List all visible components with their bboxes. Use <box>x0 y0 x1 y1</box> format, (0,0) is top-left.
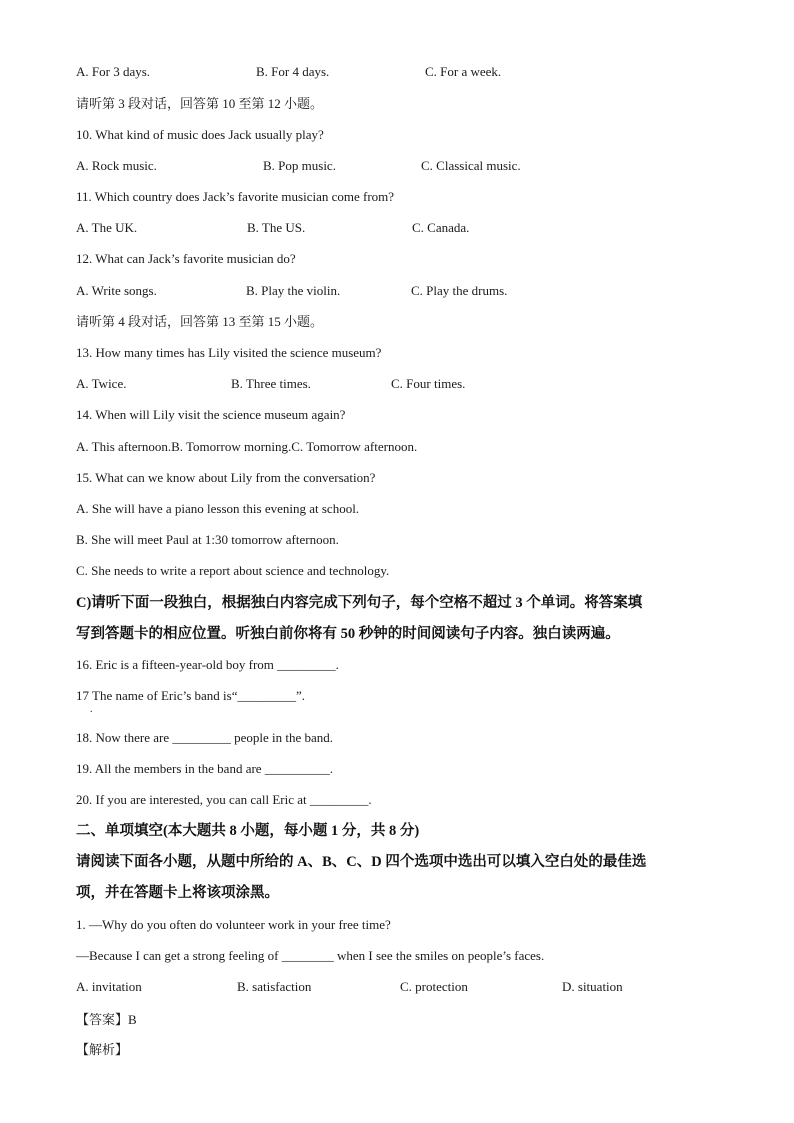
q9-option-b: B. For 4 days. <box>256 64 330 79</box>
q13-option-c: C. Four times. <box>391 376 466 391</box>
q14-text: 14. When will Lily visit the science museum again? <box>76 407 346 422</box>
q12-option-a: A. Write songs. <box>76 283 157 298</box>
q14-options: A. This afternoon.B. Tomorrow morning.C. Tomorrow afternoon. <box>76 439 418 454</box>
mc1-option-a: A. invitation <box>76 979 142 994</box>
part-c-instruction-line1: C)请听下面一段独白，根据独白内容完成下列句子，每个空格不超过 3 个单词。将答案填 <box>76 595 643 611</box>
q18-fill: 18. Now there are _________ people in the band. <box>76 730 334 745</box>
q9-option-a: A. For 3 days. <box>76 64 151 79</box>
q15-text: 15. What can we know about Lily from the conversation? <box>76 470 376 485</box>
q12-option-c: C. Play the drums. <box>411 283 508 298</box>
q12-option-b: B. Play the violin. <box>246 283 341 298</box>
q17-fill: 17 The name of Eric’s band is“_________”. <box>76 688 306 703</box>
q10-option-a: A. Rock music. <box>76 158 157 173</box>
q13-option-b: B. Three times. <box>231 376 311 391</box>
mc1-option-c: C. protection <box>400 979 468 994</box>
q13-option-a: A. Twice. <box>76 376 127 391</box>
q10-option-b: B. Pop music. <box>263 158 336 173</box>
q11-option-a: A. The UK. <box>76 220 138 235</box>
section4-intro: 请听第 4 段对话，回答第 13 至第 15 小题。 <box>76 314 324 329</box>
q10-text: 10. What kind of music does Jack usually play? <box>76 127 324 142</box>
section3-intro: 请听第 3 段对话，回答第 10 至第 12 小题。 <box>76 96 324 111</box>
q12-text: 12. What can Jack’s favorite musician do? <box>76 251 296 266</box>
part-c-instruction-line2: 写到答题卡的相应位置。听独白前你将有 50 秒钟的时间阅读句子内容。独白读两遍。 <box>76 626 620 642</box>
mc1-question: 1. —Why do you often do volunteer work in your free time? <box>76 917 391 932</box>
section2-instruction-line2: 项，并在答题卡上将该项涂黑。 <box>76 885 279 901</box>
q9-option-c: C. For a week. <box>425 64 502 79</box>
section2-instruction-line1: 请阅读下面各小题，从题中所给的 A、B、C、D 四个选项中选出可以填入空白处的最佳选 <box>76 854 647 870</box>
q13-text: 13. How many times has Lily visited the science museum? <box>76 345 382 360</box>
q10-option-c: C. Classical music. <box>421 158 521 173</box>
mc1-option-d: D. situation <box>562 979 623 994</box>
answer-label: 【答案】B <box>76 1012 137 1027</box>
q15-option-c: C. She needs to write a report about science and technology. <box>76 563 390 578</box>
section2-heading: 二、单项填空(本大题共 8 小题，每小题 1 分，共 8 分) <box>76 823 420 839</box>
q17-dot: . <box>90 704 93 715</box>
analysis-label: 【解析】 <box>76 1042 129 1057</box>
q19-fill: 19. All the members in the band are __________. <box>76 761 334 776</box>
q11-option-b: B. The US. <box>247 220 306 235</box>
mc1-option-b: B. satisfaction <box>237 979 312 994</box>
q11-option-c: C. Canada. <box>412 220 470 235</box>
q20-fill: 20. If you are interested, you can call Eric at _________. <box>76 792 372 807</box>
q15-option-a: A. She will have a piano lesson this evening at school. <box>76 501 360 516</box>
mc1-answer-line: —Because I can get a strong feeling of ________ when I see the smiles on people’s faces. <box>76 948 545 963</box>
q11-text: 11. Which country does Jack’s favorite musician come from? <box>76 189 395 204</box>
q15-option-b: B. She will meet Paul at 1:30 tomorrow afternoon. <box>76 532 339 547</box>
q16-fill: 16. Eric is a fifteen-year-old boy from _________. <box>76 657 339 672</box>
